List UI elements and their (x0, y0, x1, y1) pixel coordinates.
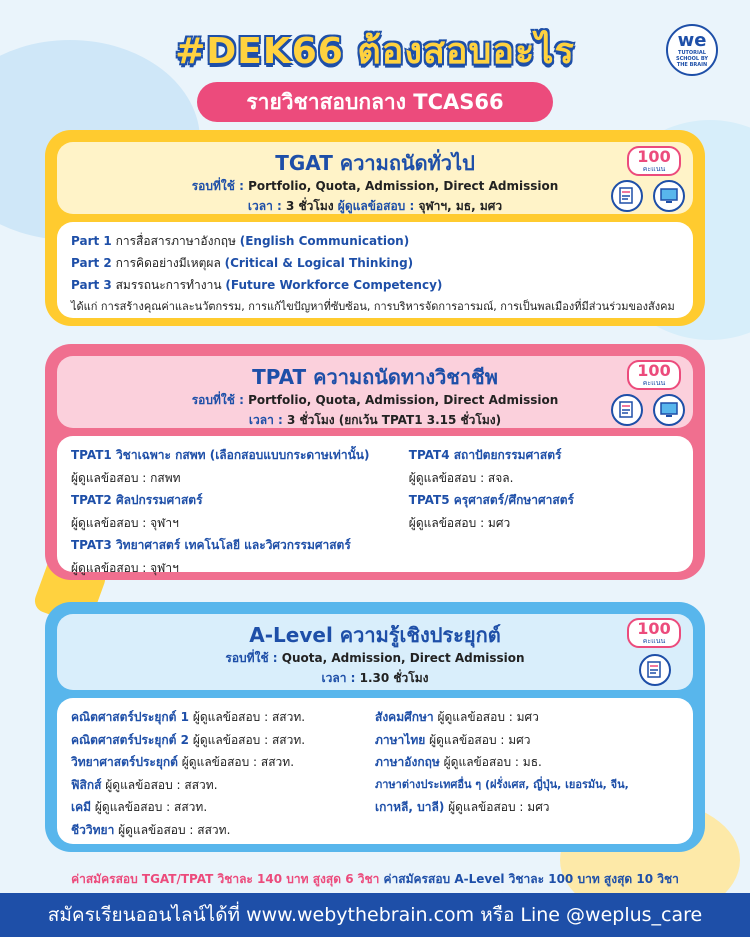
subject-name: ภาษาอังกฤษ (375, 755, 440, 769)
alevel-title: A-Level ความรู้เชิงประยุกต์ (249, 623, 501, 647)
logo-sub: TUTORIAL SCHOOL BY (675, 50, 709, 62)
alevel-col-right (375, 706, 679, 836)
subject-row (71, 819, 375, 842)
subject-name: สังคมศึกษา (375, 710, 434, 724)
subject-org: ผู้ดูแลข้อสอบ : มศว (448, 800, 550, 814)
page-subtitle: รายวิชาสอบกลาง TCAS66 (197, 82, 553, 122)
subject-name: เคมี (71, 800, 92, 814)
part-text: การคิดอย่างมีเหตุผล (115, 256, 221, 270)
score-badge (627, 146, 681, 176)
subject-name: ชีววิทยา (71, 822, 115, 837)
subject-org: ผู้ดูแลข้อสอบ : มศว (437, 710, 539, 724)
subject-org: ผู้ดูแลข้อสอบ : จุฬาฯ (71, 515, 179, 530)
alevel-time (67, 668, 683, 688)
footer-cta[interactable]: สมัครเรียนออนไลน์ได้ที่ www.webythebrain.com หรือ Line @weplus_care (0, 893, 750, 937)
subject-name: TPAT3 วิทยาศาสตร์ เทคโนโลยี และวิศวกรรมศาสตร์ (71, 538, 351, 552)
part-label: Part 2 (71, 256, 112, 270)
logo-sub: THE BRAIN (676, 62, 708, 68)
subject-name: คณิตศาสตร์ประยุกต์ 1 (71, 710, 189, 724)
subject-row (71, 751, 375, 774)
subject-org: ผู้ดูแลข้อสอบ : สสวท. (192, 710, 306, 724)
computer-exam-icon (653, 180, 685, 212)
tgat-rounds (67, 176, 683, 196)
subject-row (71, 706, 375, 729)
subject-row (375, 796, 679, 819)
tpat-rounds (67, 390, 683, 410)
subject-row (71, 729, 375, 752)
tpat-body (57, 436, 693, 575)
subject-name: เกาหลี, บาลี) (375, 800, 445, 814)
subject-name: TPAT2 ศิลปกรรมศาสตร์ (71, 493, 203, 507)
subject-org: ผู้ดูแลข้อสอบ : มธ. (443, 755, 542, 769)
tpat-header (57, 356, 693, 428)
subject-row (375, 751, 679, 774)
badge-number: 100 (637, 147, 671, 166)
subject-row (375, 774, 679, 797)
subject-org: ผู้ดูแลข้อสอบ : มศว (429, 732, 531, 747)
subject-org: ผู้ดูแลข้อสอบ : สสวท. (181, 755, 295, 769)
part-en: (English Communication) (239, 234, 410, 248)
alevel-header (57, 614, 693, 690)
tpat-card (45, 344, 705, 580)
alevel-body (57, 698, 693, 844)
rounds-label: รอบที่ใช้ : (191, 393, 244, 407)
badge-number: 100 (637, 619, 671, 638)
subject-name: คณิตศาสตร์ประยุกต์ 2 (71, 732, 189, 747)
tgat-note: ได้แก่ การสร้างคุณค่าและนวัตกรรม, การแก้ไขปัญหาที่ซับซ้อน, การบริหารจัดการอารมณ์, การเป็นพลเมืองที่มีส่วนร่วมของสังคม (71, 300, 675, 313)
time-value: 3 ชั่วโมง (285, 199, 334, 213)
tgat-time (67, 196, 683, 216)
part-label: Part 3 (71, 278, 112, 292)
badge-label: คะแนน (642, 165, 666, 173)
tgat-body (57, 222, 693, 318)
badge-number: 100 (637, 361, 671, 380)
paper-exam-icon (639, 654, 671, 686)
fee-alevel: ค่าสมัครสอบ A-Level วิชาละ 100 บาท สูงสุด 10 วิชา (383, 872, 679, 886)
subject-name: TPAT1 วิชาเฉพาะ กสพท (เลือกสอบแบบกระดาษเท่านั้น) (71, 448, 370, 462)
tpat-time (67, 410, 683, 430)
rounds-value: Portfolio, Quota, Admission, Direct Admission (248, 393, 559, 407)
tpat-col-left (71, 444, 409, 575)
subject-org: ผู้ดูแลข้อสอบ : มศว (408, 515, 511, 530)
badge-label: คะแนน (642, 637, 666, 645)
subject-org: ผู้ดูแลข้อสอบ : สสวท. (192, 732, 306, 747)
time-value: 1.30 ชั่วโมง (359, 671, 429, 685)
tgat-header (57, 142, 693, 214)
part-label: Part 1 (71, 234, 112, 248)
org-label: ผู้ดูแลข้อสอบ : (337, 199, 415, 213)
part-en: (Critical & Logical Thinking) (224, 256, 414, 270)
subject-org: ผู้ดูแลข้อสอบ : สสวท. (105, 777, 218, 792)
subject-row (375, 729, 679, 752)
paper-exam-icon (611, 180, 643, 212)
subject-name: ภาษาต่างประเทศอื่น ๆ (ฝรั่งเศส, ญี่ปุ่น, เยอรมัน, จีน, (375, 777, 629, 791)
tpat-title: TPAT ความถนัดทางวิชาชีพ (252, 365, 498, 389)
page-title: #DEK66 ต้องสอบอะไร (175, 31, 575, 72)
tgat-part (71, 274, 679, 296)
tgat-title: TGAT ความถนัดทั่วไป (275, 151, 475, 175)
alevel-col-left (71, 706, 375, 836)
alevel-rounds (67, 648, 683, 668)
time-label: เวลา : (321, 671, 356, 685)
fee-tgat-tpat: ค่าสมัครสอบ TGAT/TPAT วิชาละ 140 บาท สูงสุด 6 วิชา (71, 872, 380, 886)
subject-name: ฟิสิกส์ (71, 777, 102, 792)
paper-exam-icon (611, 394, 643, 426)
tgat-card (45, 130, 705, 326)
subject-name: TPAT4 สถาปัตยกรรมศาสตร์ (408, 448, 562, 462)
rounds-value: Quota, Admission, Direct Admission (281, 651, 525, 665)
subject-name: วิทยาศาสตร์ประยุกต์ (71, 755, 178, 769)
tgat-part (71, 252, 679, 274)
brand-logo[interactable] (666, 24, 718, 76)
subject-org: ผู้ดูแลข้อสอบ : จุฬาฯ (71, 560, 179, 575)
alevel-card (45, 602, 705, 852)
part-en: (Future Workforce Competency) (225, 278, 443, 292)
fee-info (0, 870, 750, 889)
subject-name: ภาษาไทย (375, 732, 426, 747)
subject-org: ผู้ดูแลข้อสอบ : กสพท (71, 470, 181, 485)
logo-text: we (677, 30, 707, 51)
score-badge (627, 360, 681, 390)
subject-org: ผู้ดูแลข้อสอบ : สสวท. (118, 822, 231, 837)
computer-exam-icon (653, 394, 685, 426)
subject-org: ผู้ดูแลข้อสอบ : สจล. (408, 470, 514, 485)
rounds-label: รอบที่ใช้ : (225, 651, 278, 665)
subject-row (71, 796, 375, 819)
part-text: สมรรถนะการทำงาน (115, 278, 222, 292)
tpat-col-right (409, 444, 679, 564)
subject-row (375, 706, 679, 729)
time-label: เวลา : (248, 413, 283, 427)
badge-label: คะแนน (642, 379, 666, 387)
tgat-part (71, 230, 679, 252)
time-label: เวลา : (247, 199, 282, 213)
subject-name: TPAT5 ครุศาสตร์/ศึกษาศาสตร์ (408, 493, 574, 507)
subject-org: ผู้ดูแลข้อสอบ : สสวท. (94, 800, 208, 814)
time-value: 3 ชั่วโมง (ยกเว้น TPAT1 3.15 ชั่วโมง) (286, 413, 502, 427)
subject-row (71, 774, 375, 797)
part-text: การสื่อสารภาษาอังกฤษ (115, 234, 236, 248)
rounds-value: Portfolio, Quota, Admission, Direct Admission (248, 179, 559, 193)
org-value: จุฬาฯ, มธ, มศว (418, 199, 503, 213)
score-badge (627, 618, 681, 648)
rounds-label: รอบที่ใช้ : (191, 179, 244, 193)
